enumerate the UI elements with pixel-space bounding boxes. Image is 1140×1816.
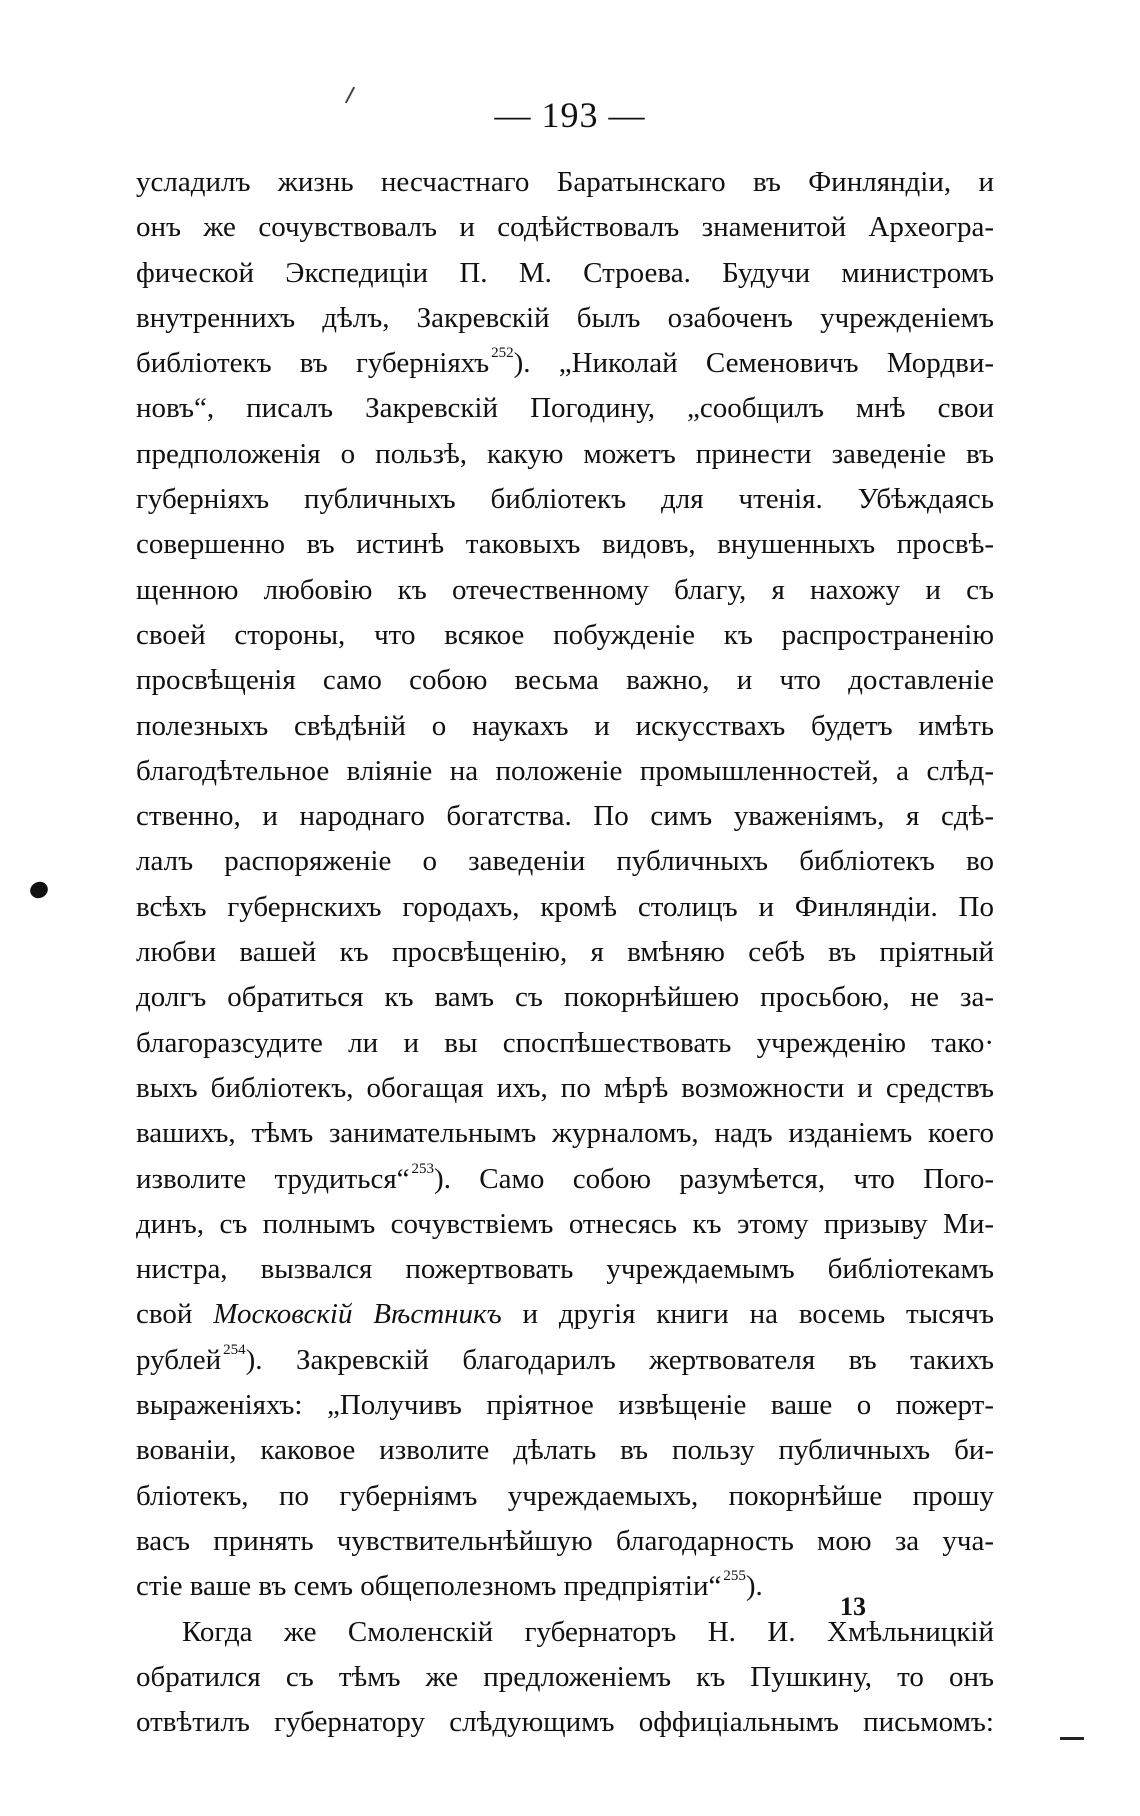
text-line: губерніяхъ публичныхъ библіотекъ для чтенія. Убѣждаясь xyxy=(136,483,994,516)
text-line: отвѣтилъ губернатору слѣдующимъ оффиціальнымъ письмомъ: xyxy=(136,1706,994,1739)
text-line: динъ, съ полнымъ сочувствіемъ отнесясь къ этому призыву Ми- xyxy=(136,1207,994,1240)
text-line: библіотекъ въ губерніяхъ $^{252}$). „Николай Семеновичъ Мордви- xyxy=(136,345,995,380)
text-line: благодѣтельное вліяніе на положеніе промышленностей, а слѣд- xyxy=(136,754,994,787)
text-line: онъ же сочувствовалъ и содѣйствовалъ знаменитой Археогра- xyxy=(136,211,994,244)
footnote-ref: 254 xyxy=(223,1341,246,1358)
footnote-ref: 252 xyxy=(491,345,514,362)
text-line: бліотекъ, по губерніямъ учреждаемыхъ, покорнѣйше прошу xyxy=(136,1479,994,1512)
text-line: изволите трудиться“ $^{253}$). Само собою разумѣется, что Пого- xyxy=(136,1160,994,1195)
text-line: лалъ распоряженіе о заведеніи публичныхъ библіотекъ во xyxy=(136,845,994,878)
text-line: благоразсудите ли и вы споспѣшествовать учрежденію тако· xyxy=(136,1026,994,1059)
text-line: Когда же Смоленскій губернаторъ Н. И. Хмѣльницкій xyxy=(182,1615,994,1648)
text-line: вованіи, каковое изволите дѣлать въ пользу публичныхъ би- xyxy=(136,1434,994,1467)
text-line: стіе ваше въ семъ общеполезномъ предпріятіи“ $^{255}$). xyxy=(136,1568,763,1603)
text-line: долгъ обратиться къ вамъ съ покорнѣйшею просьбою, не за- xyxy=(136,981,994,1014)
footnote-ref: 255 xyxy=(723,1568,746,1585)
text-line: ственно, и народнаго богатства. По симъ уваженіямъ, я сдѣ- xyxy=(136,800,994,833)
text-line: выраженіяхъ: „Получивъ пріятное извѣщеніе ваше о пожерт- xyxy=(136,1389,994,1422)
text-line: любви вашей къ просвѣщенію, я вмѣняю себѣ въ пріятный xyxy=(136,936,994,969)
text-line: вашихъ, тѣмъ занимательнымъ журналомъ, надъ изданіемъ коего xyxy=(136,1117,994,1150)
text-line: свой Московскій Вѣстникъ и другія книги на восемь тысячъ xyxy=(136,1298,994,1331)
text-line: усладилъ жизнь несчастнаго Баратынскаго въ Финляндіи, и xyxy=(136,166,994,198)
margin-dash xyxy=(1060,1737,1084,1740)
text-line: просвѣщенія само собою весьма важно, и что доставленіе xyxy=(136,664,994,697)
text-line: рублей $^{254}$). Закревскій благодарилъ жертвователя въ такихъ xyxy=(136,1341,994,1376)
footnote-ref: 253 xyxy=(411,1160,435,1177)
ink-blot xyxy=(27,879,50,901)
text-line: новъ“, писалъ Закревскій Погодину, „сообщилъ мнѣ свои xyxy=(136,392,994,425)
text-line: всѣхъ губернскихъ городахъ, кромѣ столицъ и Финляндіи. По xyxy=(136,890,994,923)
text-line: обратился съ тѣмъ же предложеніемъ къ Пушкину, то онъ xyxy=(136,1660,994,1693)
text-line: нистра, вызвался пожертвовать учреждаемымъ библіотекамъ xyxy=(136,1253,994,1286)
journal-title: Московскій Вѣстникъ xyxy=(213,1298,502,1331)
signature-mark: 13 xyxy=(840,1592,866,1621)
text-line: васъ принять чувствительнѣйшую благодарность мою за уча- xyxy=(136,1524,994,1557)
body-text xyxy=(136,160,994,1745)
text-line: полезныхъ свѣдѣній о наукахъ и искусствахъ будетъ имѣть xyxy=(136,709,994,742)
text-line: своей стороны, что всякое побужденіе къ распространенію xyxy=(136,618,994,651)
text-line: совершенно въ истинѣ таковыхъ видовъ, внушенныхъ просвѣ- xyxy=(136,528,994,561)
text-line: внутреннихъ дѣлъ, Закревскій былъ озабоченъ учрежденіемъ xyxy=(136,301,994,334)
text-line: щенною любовію къ отечественному благу, я нахожу и съ xyxy=(136,573,994,606)
text-line: выхъ библіотекъ, обогащая ихъ, по мѣрѣ возможности и средствъ xyxy=(136,1071,994,1104)
text-line: фической Экспедиціи П. М. Строева. Будучи министромъ xyxy=(136,256,994,289)
text-line: предположенія о пользѣ, какую можетъ принести заведеніе въ xyxy=(136,437,994,470)
page-number: — 193 — xyxy=(494,95,646,135)
